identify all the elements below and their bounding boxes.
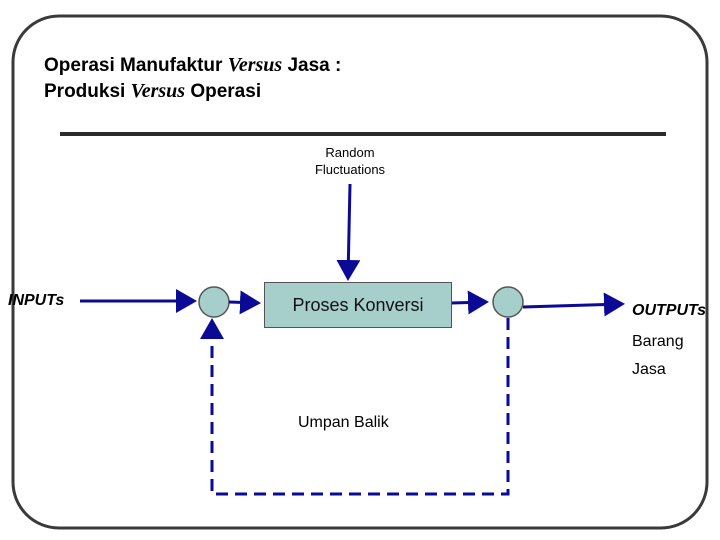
node-to-process-arrow	[229, 302, 258, 303]
inputs-label: INPUTs	[8, 292, 65, 309]
output-node	[493, 287, 523, 317]
title-line-1: Operasi Manufaktur Versus Jasa :	[44, 54, 342, 76]
output-item-services: Jasa	[632, 361, 666, 378]
output-item-goods: Barang	[632, 333, 684, 350]
random-arrow	[348, 184, 350, 278]
conversion-process-label: Proses Konversi	[292, 294, 424, 315]
process-to-node-arrow	[452, 302, 486, 303]
title-line-2: Produksi Versus Operasi	[44, 80, 262, 102]
input-node	[199, 287, 229, 317]
feedback-loop	[212, 318, 508, 494]
feedback-label: Umpan Balik	[298, 414, 389, 431]
random-fluctuations-label: Random Fluctuations	[314, 145, 386, 177]
outputs-arrow	[523, 304, 622, 307]
conversion-process-box	[264, 282, 452, 328]
outputs-label: OUTPUTs	[632, 302, 707, 319]
